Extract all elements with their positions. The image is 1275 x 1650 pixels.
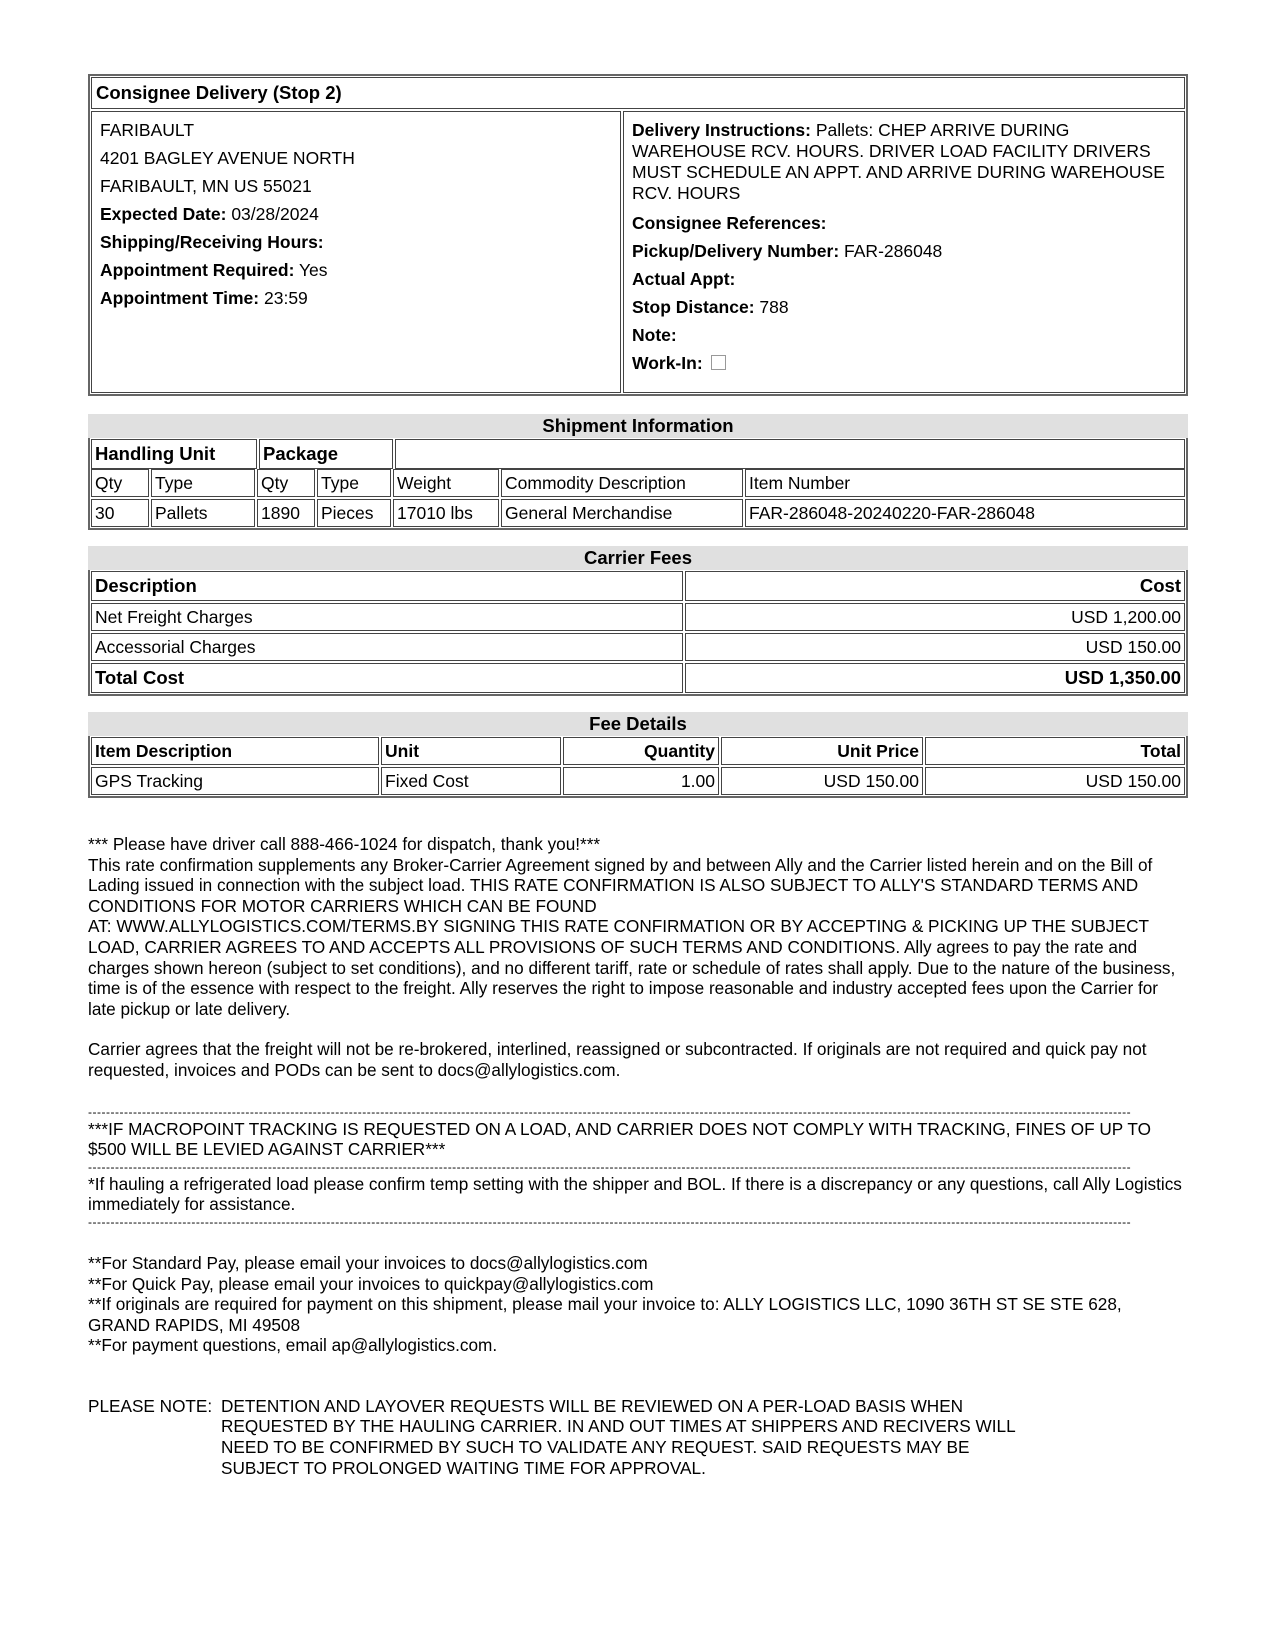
work-in-checkbox[interactable]	[711, 355, 726, 370]
consignee-references: Consignee References:	[632, 213, 827, 233]
cell-package-type: Pieces	[317, 499, 391, 527]
col-quantity: Quantity	[563, 737, 719, 765]
cell-total: USD 150.00	[925, 767, 1185, 795]
table-row	[91, 499, 1185, 527]
fee-details-table	[88, 736, 1188, 798]
quick-pay-note: **For Quick Pay, please email your invoices to quickpay@allylogistics.com	[88, 1273, 654, 1294]
document-page	[88, 74, 1188, 1478]
table-row	[91, 767, 1185, 795]
consignee-note: Note:	[632, 325, 677, 345]
cell-unit-price: USD 150.00	[721, 767, 923, 795]
expected-date: Expected Date: 03/28/2024	[100, 204, 319, 224]
cell-qty: 30	[91, 499, 149, 527]
fee-details-title: Fee Details	[88, 712, 1188, 736]
tracking-warning: ***IF MACROPOINT TRACKING IS REQUESTED ON A LOAD, AND CARRIER DOES NOT COMPLY WITH TRACKING, FINES OF UP TO $500 WILL BE LEVIED AGAINST CARRIER***	[88, 1118, 1151, 1160]
cell-item-number: FAR-286048-20240220-FAR-286048	[745, 499, 1185, 527]
fees-cost-header: Cost	[685, 571, 1185, 601]
delivery-instructions: Delivery Instructions: Pallets: CHEP ARRIVE DURING WAREHOUSE RCV. HOURS. DRIVER LOAD FACILITY DRIVERS MUST SCHEDULE AN APPT. AND ARRIVE DURING WAREHOUSE RCV. HOURS	[632, 120, 1165, 203]
work-in: Work-In:	[632, 353, 1176, 373]
standard-pay-note: **For Standard Pay, please email your invoices to docs@allylogistics.com	[88, 1252, 648, 1273]
cell-package-qty: 1890	[257, 499, 315, 527]
actual-appt: Actual Appt:	[632, 269, 736, 289]
col-item-number: Item Number	[745, 469, 1185, 497]
col-unit: Unit	[381, 737, 561, 765]
col-total: Total	[925, 737, 1185, 765]
appointment-required: Appointment Required: Yes	[100, 260, 328, 280]
payment-questions-note: **For payment questions, email ap@allylogistics.com.	[88, 1335, 498, 1356]
fee-description: Accessorial Charges	[91, 633, 683, 661]
cell-quantity: 1.00	[563, 767, 719, 795]
terms-paragraph-1b: AT: WWW.ALLYLOGISTICS.COM/TERMS.BY SIGNING THIS RATE CONFIRMATION OR BY ACCEPTING & PICKING UP THE SUBJECT LOAD, CARRIER AGREES TO AND ACCEPTS ALL PROVISIONS OF SUCH TERMS AND CONDITIONS. Ally agrees to pay the rate and charges shown hereon (subject to set conditions), and no different tariff, rate or schedule of rates shall apply. Due to the nature of the business, time is of the essence with respect to the freight. Ally reserves the right to impose reasonable and industry accepted fees upon the Carrier for late pickup or late delivery.	[88, 916, 1176, 1019]
fees-description-header: Description	[91, 571, 683, 601]
col-commodity: Commodity Description	[501, 469, 743, 497]
shipment-header-spacer	[395, 439, 1185, 469]
please-note-text: DETENTION AND LAYOVER REQUESTS WILL BE REVIEWED ON A PER-LOAD BASIS WHEN REQUESTED BY THE HAULING CARRIER. IN AND OUT TIMES AT SHIPPERS AND RECIVERS WILL NEED TO BE CONFIRMED BY SUCH TO VALIDATE ANY REQUEST. SAID REQUESTS MAY BE SUBJECT TO PROLONGED WAITING TIME FOR APPROVAL.	[221, 1395, 1015, 1478]
carrier-fees-table	[88, 570, 1188, 696]
consignee-name: FARIBAULT	[100, 120, 195, 140]
terms-paragraph-1: This rate confirmation supplements any Broker-Carrier Agreement signed by and between Ally and the Carrier listed herein and on the Bill of Lading issued in connection with the subject load. THIS RATE CONFIRMATION IS ALSO SUBJECT TO ALLY'S STANDARD TERMS AND CONDITIONS FOR MOTOR CARRIERS WHICH CAN BE FOUND	[88, 854, 1153, 916]
consignee-city: FARIBAULT, MN US 55021	[100, 176, 312, 196]
fee-description: Net Freight Charges	[91, 603, 683, 631]
handling-unit-header: Handling Unit	[91, 439, 257, 469]
shipment-table	[88, 438, 1188, 530]
pickup-number: Pickup/Delivery Number: FAR-286048	[632, 241, 943, 261]
total-cost-label: Total Cost	[91, 663, 683, 693]
col-package-type: Type	[317, 469, 391, 497]
col-package-qty: Qty	[257, 469, 315, 497]
divider: ----------------------------------------------------------------------------------------------------------------------------------------------------------------------------------------------------------------------------------------	[88, 1104, 1132, 1119]
please-note-label: PLEASE NOTE:	[88, 1395, 213, 1416]
consignee-details-panel	[623, 111, 1185, 393]
consignee-title: Consignee Delivery (Stop 2)	[91, 77, 1185, 109]
carrier-fees-title: Carrier Fees	[88, 546, 1188, 570]
cell-weight: 17010 lbs	[393, 499, 499, 527]
col-item-description: Item Description	[91, 737, 379, 765]
shipping-hours: Shipping/Receiving Hours:	[100, 232, 324, 252]
total-cost-value: USD 1,350.00	[685, 663, 1185, 693]
divider: ----------------------------------------------------------------------------------------------------------------------------------------------------------------------------------------------------------------------------------------	[88, 1214, 1132, 1229]
col-qty: Qty	[91, 469, 149, 497]
cell-type: Pallets	[151, 499, 255, 527]
package-header: Package	[259, 439, 393, 469]
cell-commodity: General Merchandise	[501, 499, 743, 527]
consignee-address: 4201 BAGLEY AVENUE NORTH	[100, 148, 355, 168]
stop-distance: Stop Distance: 788	[632, 297, 789, 317]
fee-cost: USD 1,200.00	[685, 603, 1185, 631]
table-row	[91, 603, 1185, 631]
consignee-section	[88, 74, 1188, 396]
cell-item-description: GPS Tracking	[91, 767, 379, 795]
terms-section	[88, 834, 1188, 1478]
appointment-time: Appointment Time: 23:59	[100, 288, 308, 308]
table-row	[91, 633, 1185, 661]
terms-paragraph-2: Carrier agrees that the freight will not be re-brokered, interlined, reassigned or subcontracted. If originals are not required and quick pay not requested, invoices and PODs can be sent to docs@allylogistics.com.	[88, 1039, 1147, 1080]
reefer-note: *If hauling a refrigerated load please confirm temp setting with the shipper and BOL. If there is a discrepancy or any questions, call Ally Logistics immediately for assistance.	[88, 1173, 1182, 1215]
shipment-info-title: Shipment Information	[88, 414, 1188, 438]
detention-note	[88, 1396, 1188, 1478]
shipment-column-headers	[91, 469, 1185, 497]
dispatch-note: *** Please have driver call 888-466-1024 for dispatch, thank you!***	[88, 834, 601, 854]
col-weight: Weight	[393, 469, 499, 497]
fee-cost: USD 150.00	[685, 633, 1185, 661]
cell-unit: Fixed Cost	[381, 767, 561, 795]
col-type: Type	[151, 469, 255, 497]
originals-note: **If originals are required for payment on this shipment, please mail your invoice to: ALLY LOGISTICS LLC, 1090 36TH ST SE STE 628, GRAND RAPIDS, MI 49508	[88, 1294, 1122, 1335]
consignee-address-panel	[91, 111, 621, 393]
col-unit-price: Unit Price	[721, 737, 923, 765]
divider: ----------------------------------------------------------------------------------------------------------------------------------------------------------------------------------------------------------------------------------------	[88, 1159, 1132, 1174]
